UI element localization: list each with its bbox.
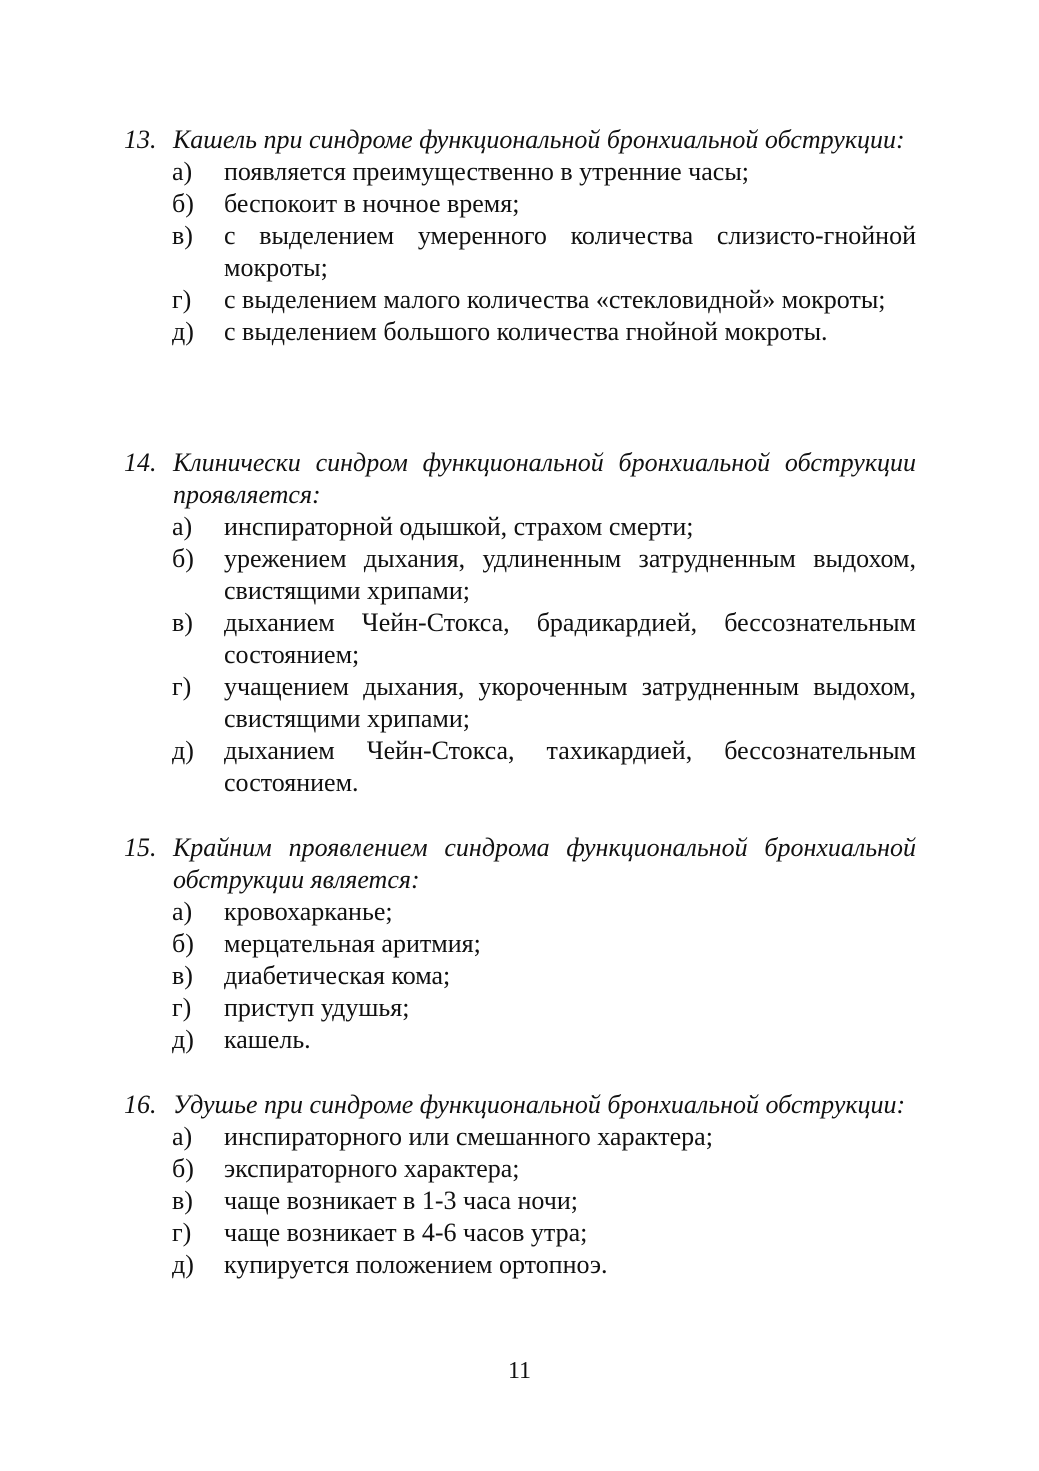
answer-option bbox=[124, 316, 916, 348]
question-text: Кашель при синдроме функциональной бронхиальной обструкции: bbox=[173, 125, 905, 154]
question-text: Клинически синдром функциональной бронхиальной обструкции проявляется: bbox=[173, 448, 916, 509]
answer-option bbox=[124, 1153, 916, 1185]
answer-option bbox=[124, 1121, 916, 1153]
option-letter: г) bbox=[172, 1218, 192, 1247]
option-text: диабетическая кома; bbox=[224, 961, 451, 990]
option-letter: а) bbox=[172, 1122, 193, 1151]
option-text: чаще возникает в 1-3 часа ночи; bbox=[224, 1186, 578, 1215]
option-text: урежением дыхания, удлиненным затрудненным выдохом, свистящими хрипами; bbox=[224, 544, 916, 605]
question-number: 16. bbox=[124, 1090, 157, 1119]
answer-option bbox=[124, 284, 916, 316]
answer-options bbox=[124, 896, 916, 1056]
option-letter: д) bbox=[172, 317, 194, 346]
answer-option bbox=[124, 607, 916, 671]
answer-options bbox=[124, 156, 916, 348]
option-letter: в) bbox=[172, 1186, 193, 1215]
answer-option bbox=[124, 928, 916, 960]
option-text: чаще возникает в 4-6 часов утра; bbox=[224, 1218, 588, 1247]
option-text: учащением дыхания, укороченным затрудненным выдохом, свистящими хрипами; bbox=[224, 672, 916, 733]
answer-option bbox=[124, 960, 916, 992]
option-text: с выделением большого количества гнойной мокроты. bbox=[224, 317, 828, 346]
option-letter: г) bbox=[172, 993, 192, 1022]
question-number: 14. bbox=[124, 448, 157, 477]
question-14 bbox=[124, 447, 916, 799]
option-text: кашель. bbox=[224, 1025, 311, 1054]
page-number: 11 bbox=[507, 1358, 532, 1384]
question-number: 13. bbox=[124, 125, 157, 154]
option-text: с выделением умеренного количества слизисто-гнойной мокроты; bbox=[224, 221, 916, 282]
option-letter: а) bbox=[172, 512, 193, 541]
option-letter: а) bbox=[172, 157, 193, 186]
answer-option bbox=[124, 992, 916, 1024]
question-heading bbox=[124, 1089, 916, 1121]
answer-option bbox=[124, 896, 916, 928]
question-heading bbox=[124, 124, 916, 156]
question-number: 15. bbox=[124, 833, 157, 862]
answer-option bbox=[124, 220, 916, 284]
option-letter: в) bbox=[172, 961, 193, 990]
question-heading bbox=[124, 447, 916, 511]
question-15 bbox=[124, 832, 916, 1056]
option-text: дыханием Чейн-Стокса, брадикардией, бессознательным состоянием; bbox=[224, 608, 916, 669]
option-letter: д) bbox=[172, 1250, 194, 1279]
option-text: инспираторного или смешанного характера; bbox=[224, 1122, 713, 1151]
option-letter: в) bbox=[172, 221, 193, 250]
option-letter: г) bbox=[172, 672, 192, 701]
answer-option bbox=[124, 735, 916, 799]
answer-option bbox=[124, 543, 916, 607]
answer-option bbox=[124, 1024, 916, 1056]
option-letter: б) bbox=[172, 1154, 194, 1183]
answer-options bbox=[124, 1121, 916, 1281]
option-text: с выделением малого количества «стекловидной» мокроты; bbox=[224, 285, 886, 314]
question-text: Удушье при синдроме функциональной бронхиальной обструкции: bbox=[173, 1090, 906, 1119]
answer-option bbox=[124, 511, 916, 543]
option-letter: д) bbox=[172, 1025, 194, 1054]
option-text: беспокоит в ночное время; bbox=[224, 189, 520, 218]
question-heading bbox=[124, 832, 916, 896]
answer-option bbox=[124, 188, 916, 220]
option-letter: а) bbox=[172, 897, 193, 926]
option-text: инспираторной одышкой, страхом смерти; bbox=[224, 512, 694, 541]
question-text: Крайним проявлением синдрома функциональной бронхиальной обструкции является: bbox=[173, 833, 916, 894]
option-text: экспираторного характера; bbox=[224, 1154, 520, 1183]
option-letter: б) bbox=[172, 189, 194, 218]
question-13 bbox=[124, 124, 916, 348]
answer-option bbox=[124, 671, 916, 735]
question-16 bbox=[124, 1089, 916, 1281]
option-text: кровохарканье; bbox=[224, 897, 393, 926]
answer-option bbox=[124, 1217, 916, 1249]
option-text: купируется положением ортопноэ. bbox=[224, 1250, 608, 1279]
answer-options bbox=[124, 511, 916, 799]
option-text: приступ удушья; bbox=[224, 993, 410, 1022]
answer-option bbox=[124, 156, 916, 188]
answer-option bbox=[124, 1185, 916, 1217]
answer-option bbox=[124, 1249, 916, 1281]
option-text: дыханием Чейн-Стокса, тахикардией, бессознательным состоянием. bbox=[224, 736, 916, 797]
option-letter: в) bbox=[172, 608, 193, 637]
option-text: мерцательная аритмия; bbox=[224, 929, 481, 958]
option-letter: б) bbox=[172, 929, 194, 958]
option-letter: г) bbox=[172, 285, 192, 314]
option-letter: д) bbox=[172, 736, 194, 765]
option-text: появляется преимущественно в утренние часы; bbox=[224, 157, 750, 186]
option-letter: б) bbox=[172, 544, 194, 573]
